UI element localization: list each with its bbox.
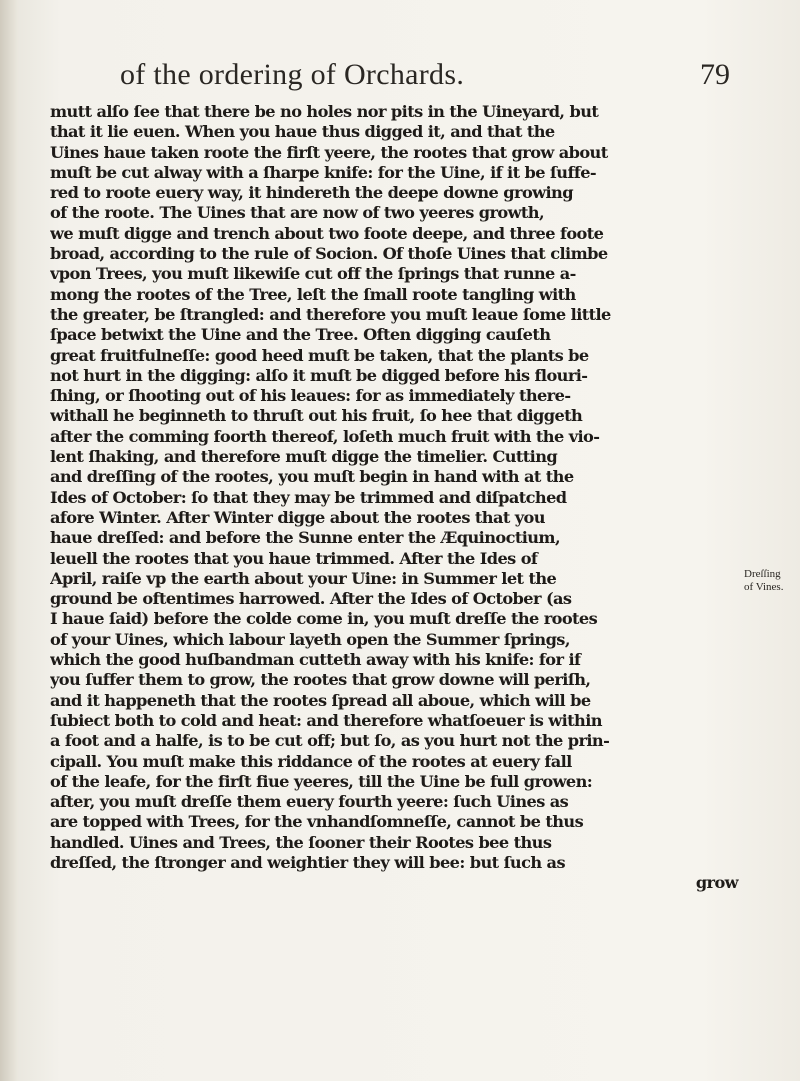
text-line: handled. Uines and Trees, the ſooner their Rootes bee thus <box>50 832 552 852</box>
text-line: leuell the rootes that you haue trimmed. After the Ides of <box>50 548 538 568</box>
text-line: that it lie euen. When you haue thus digged it, and that the <box>50 122 555 142</box>
text-line: of your Uines, which labour layeth open the Summer ſprings, <box>50 629 570 649</box>
text-line: we muſt digge and trench about two foote deepe, and three foote <box>50 223 604 243</box>
page-gutter <box>0 0 18 1081</box>
text-line: red to roote euery way, it hindereth the deepe downe growing <box>50 183 573 203</box>
catchword: grow <box>695 873 738 893</box>
text-line: haue dreſſed: and before the Sunne enter the Æquinoctium, <box>50 528 560 548</box>
text-line: dreſſed, the ſtronger and weightier they will bee: but ſuch as <box>50 852 565 872</box>
page-number: 79 <box>700 58 730 91</box>
margin-note-line: of Vines. <box>744 581 784 593</box>
text-line: after the comming foorth thereof, loſeth much fruit with the vio- <box>50 426 600 446</box>
text-line: the greater, be ſtrangled: and therefore you muſt leaue ſome little <box>50 304 611 324</box>
text-line: Uines haue taken roote the firſt yeere, the rootes that grow about <box>50 142 608 162</box>
text-line: vpon Trees, you muſt likewiſe cut off the ſprings that runne a- <box>50 264 576 284</box>
text-line: I haue ſaid) before the colde come in, you muſt dreſſe the rootes <box>50 609 598 629</box>
text-line: cipall. You muſt make this riddance of the rootes at euery fall <box>50 751 572 771</box>
text-line: which the good huſbandman cutteth away with his knife: for if <box>50 650 581 670</box>
text-line: and it happeneth that the rootes ſpread all aboue, which will be <box>50 690 591 710</box>
running-title: of the ordering of Orchards. <box>120 58 465 91</box>
text-line: you ſuffer them to grow, the rootes that grow downe will periſh, <box>50 670 591 690</box>
text-line: mong the rootes of the Tree, leſt the ſmall roote tangling with <box>50 284 576 304</box>
text-line: after, you muſt dreſſe them euery fourth yeere: ſuch Uines as <box>50 792 569 812</box>
text-line: ſhing, or ſhooting out of his leaues: for as immediately there- <box>50 386 571 406</box>
body-text <box>50 102 758 894</box>
margin-note <box>744 568 800 594</box>
text-line: April, raiſe vp the earth about your Uine: in Summer let the <box>50 568 557 588</box>
text-line: lent ſhaking, and therefore muſt digge the timelier. Cutting <box>50 447 558 467</box>
text-line: great fruitfulneſſe: good heed muſt be taken, that the plants be <box>50 345 589 365</box>
margin-note-line: Dreſſing <box>744 568 781 580</box>
text-line: not hurt in the digging: alſo it muſt be digged before his flouri- <box>50 365 588 385</box>
text-line: of the roote. The Uines that are now of two yeeres growth, <box>50 203 544 223</box>
text-line: ſpace betwixt the Uine and the Tree. Often digging cauſeth <box>50 325 551 345</box>
text-line: withall he beginneth to thruſt out his fruit, ſo hee that diggeth <box>50 406 583 426</box>
text-line: afore Winter. After Winter digge about the rootes that you <box>50 507 545 527</box>
text-line: broad, according to the rule of Socion. Of thoſe Uines that climbe <box>50 244 608 264</box>
text-line: ground be oftentimes harrowed. After the Ides of October (as <box>50 589 572 609</box>
text-line: muſt be cut alway with a ſharpe knife: for the Uine, if it be ſuffe- <box>50 162 597 182</box>
text-line: a foot and a halfe, is to be cut off; but ſo, as you hurt not the prin- <box>50 731 610 751</box>
text-line: and dreſſing of the rootes, you muſt begin in hand with at the <box>50 467 574 487</box>
text-line: ſubiect both to cold and heat: and therefore whatſoeuer is within <box>50 710 602 730</box>
text-line: of the leafe, for the firſt fiue yeeres, till the Uine be full growen: <box>50 771 593 791</box>
text-line: are topped with Trees, for the vnhandſomneſſe, cannot be thus <box>50 812 584 832</box>
text-line: Ides of October: ſo that they may be trimmed and diſpatched <box>50 487 567 507</box>
text-line: mutt alſo ſee that there be no holes nor pits in the Uineyard, but <box>50 102 599 121</box>
